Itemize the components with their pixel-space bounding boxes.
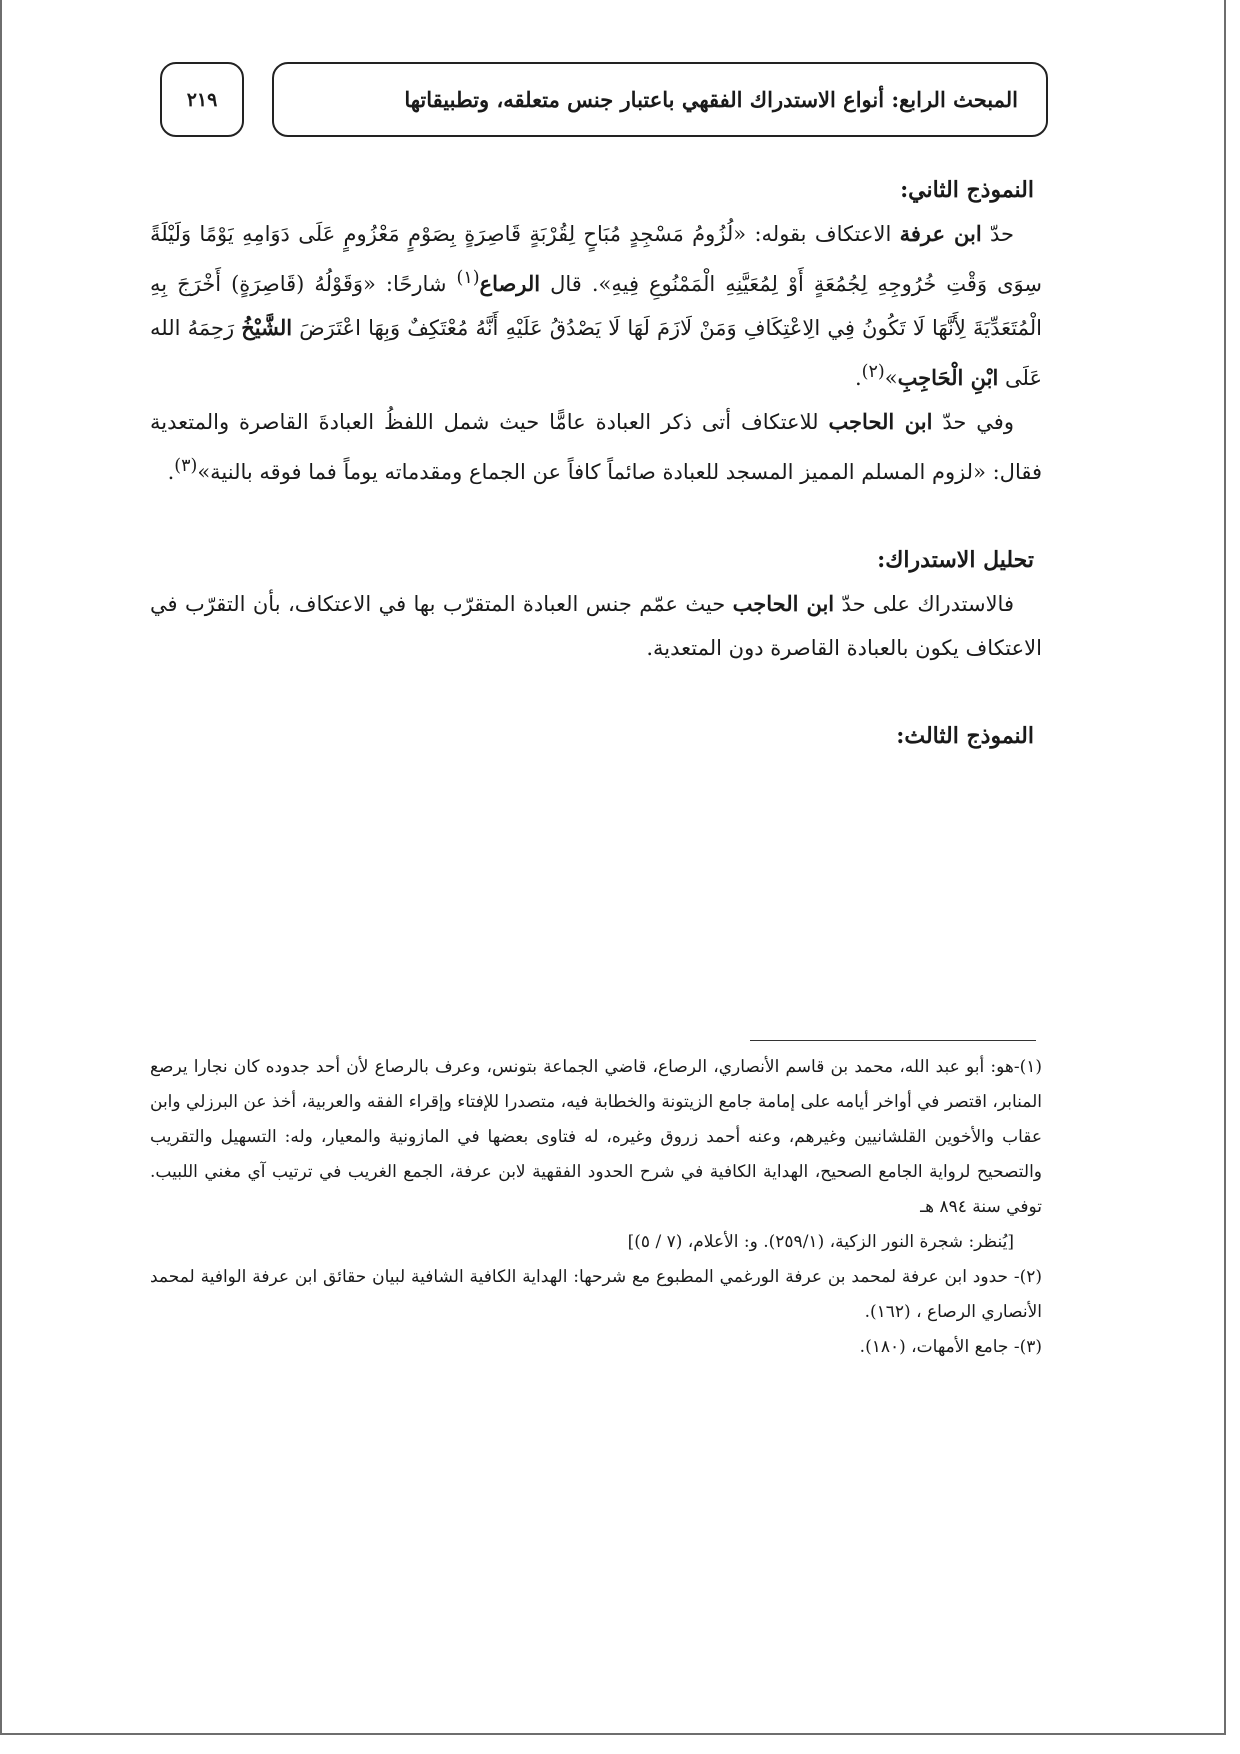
text: . — [167, 460, 175, 484]
footnote-2: (٢)- حدود ابن عرفة لمحمد بن عرفة الورغمي المطبوع مع شرحها: الهداية الكافية الشافية لبيان حقائق ابن عرفة الوافية لمحمد الأنصاري الرصاع ، (١٦٢). — [150, 1267, 1042, 1322]
running-header — [160, 62, 1048, 137]
footnote-ref-1[interactable]: (١) — [456, 268, 480, 288]
footnote-ref-2[interactable]: (٢) — [861, 362, 885, 382]
name-ibn-arafa: ابن عرفة — [899, 221, 982, 246]
name-ibn-hajib: ابن الحاجب — [828, 409, 933, 434]
header-title-box — [272, 62, 1048, 137]
name-sheikh: الشَّيْخُ — [241, 315, 293, 340]
paragraph-ibn-arafa-definition — [150, 212, 1042, 400]
paragraph-analysis — [150, 582, 1042, 670]
name-ibn-hajib: ابن الحاجب — [732, 591, 835, 616]
text: رَحِمَهُ الله عَلَى — [150, 316, 1042, 390]
name-ibn-hajib: ابْنِ الْحَاجِبِ — [897, 365, 999, 390]
footnote-3: (٣)- جامع الأمهات، (١٨٠). — [859, 1337, 1042, 1357]
text: » — [884, 366, 898, 390]
text: حيث عمّم جنس العبادة المتقرّب بها في الاعتكاف، بأن التقرّب في الاعتكاف يكون بالعبادة القاصرة دون المتعدية. — [150, 592, 1042, 660]
main-content — [150, 168, 1042, 758]
text: . — [854, 366, 862, 390]
footnote-ref-3[interactable]: (٣) — [174, 456, 198, 476]
text: وفي حدّ — [932, 410, 1014, 434]
page-number: ٢١٩ — [186, 88, 218, 111]
text: للاعتكاف أتى ذكر العبادة عامًّا حيث شمل اللفظُ العبادةَ القاصرة والمتعدية فقال: «لزوم المسلم المميز المسجد للعبادة صائماً كافاً عن الجماع ومقدماته يوماً فما فوقه بالنية» — [150, 410, 1042, 484]
section-heading-second-model: النموذج الثاني: — [900, 177, 1034, 203]
text: الاعتكاف بقوله: «لُزُومُ مَسْجِدٍ مُبَاحٍ لِقُرْبَةٍ قَاصِرَةٍ بِصَوْمٍ مَعْزُومٍ عَلَى دَوَامِهِ يَوْمًا وَلَيْلَةً سِوَى وَقْتِ خُرُوجِهِ لِجُمُعَةٍ أَوْ لِمُعَيَّنِهِ الْمَمْنُوعِ فِيهِ». قال — [150, 222, 1042, 296]
text: شارحًا: «وَقَوْلُهُ (قَاصِرَةٍ) أَخْرَجَ بِهِ الْمُتَعَدِّيَةَ لِأَنَّهَا لَا تَكُونُ فِي الِاعْتِكَافِ وَمَنْ لَازَمَ لَهَا لَا يَصْدُقُ عَلَيْهِ أَنَّهُ مُعْتَكِفٌ وَبِهَا اعْتَرَضَ — [150, 272, 1042, 340]
text: حدّ — [981, 222, 1015, 246]
footnotes — [150, 1050, 1042, 1365]
footnote-separator — [750, 1040, 1036, 1041]
section-heading-analysis: تحليل الاستدراك: — [877, 547, 1034, 573]
footnote-1: (١)-هو: أبو عبد الله، محمد بن قاسم الأنصاري، الرصاع، قاضي الجماعة بتونس، وعرف بالرصاع لأن أحد جدوده كان نجارا يرصع المنابر، اقتصر في أواخر أيامه على إمامة جامع الزيتونة والخطابة فيه، متصدرا للإفتاء وإقراء الفقه والعربية، أخذ عن البرزلي وابن عقاب والأخوين القلشانيين وغيرهم، وعنه أحمد زروق وغيره، له فتاوى بعضها في المازونية والمعيار، وله: التسهيل والتقريب والتصحيح لرواية الجامع الصحيح، الهداية الكافية في شرح الحدود الفقهية لابن عرفة، الجمع الغريب في ترتيب آي مغني اللبيب. توفي سنة ٨٩٤ هـ — [150, 1057, 1042, 1217]
page-number-box — [160, 62, 244, 137]
paragraph-ibn-hajib-definition — [150, 400, 1042, 494]
name-rassa: الرصاع — [479, 271, 541, 296]
header-title: المبحث الرابع: أنواع الاستدراك الفقهي باعتبار جنس متعلقه، وتطبيقاتها — [404, 87, 1018, 112]
section-heading-third-model: النموذج الثالث: — [896, 723, 1034, 749]
footnote-1-reference: [يُنظر: شجرة النور الزكية، (٢٥٩/١). و: الأعلام، (٧ / ٥)] — [627, 1232, 1014, 1252]
text: فالاستدراك على حدّ — [834, 592, 1014, 616]
